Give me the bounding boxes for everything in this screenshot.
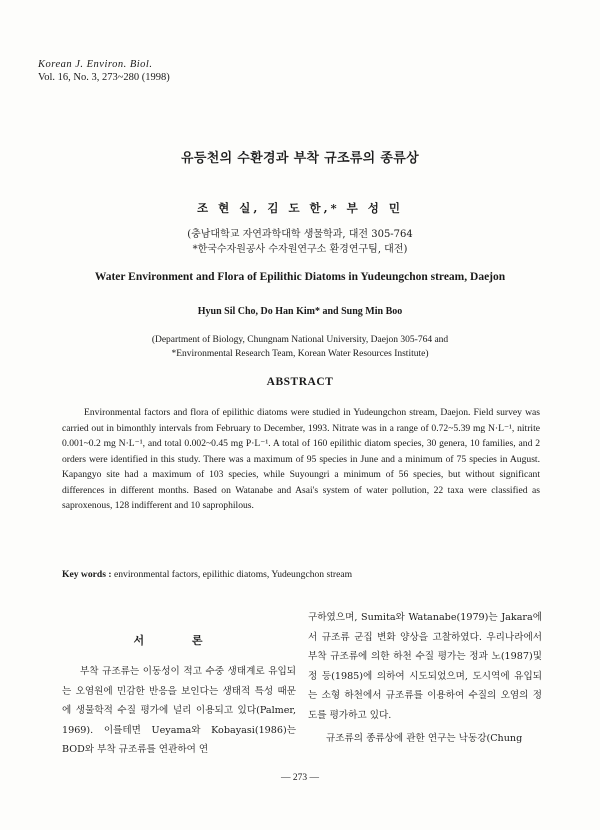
affiliation-english-line: *Environmental Research Team, Korean Water Resources Institute): [171, 349, 429, 359]
title-english: Water Environment and Flora of Epilithic Diatoms in Yudeungchon stream, Daejon: [94, 271, 506, 283]
journal-volume: Vol. 16, No. 3, 273~280 (1998): [38, 72, 170, 83]
authors-english: Hyun Sil Cho, Do Han Kim* and Sung Min Boo: [197, 306, 403, 317]
title-korean: 유등천의 수환경과 부착 규조류의 종류상: [181, 151, 419, 166]
body-paragraph: 구하였으며, Sumita와 Watanabe(1979)는 Jakara에서 규조류 군집 변화 양상을 고찰하였다. 우리나라에서 부착 규조류에 의한 하천 수질 평가는 정과 노(1987)및 정 등(1985)에 의하여 시도되었으며, 도시역에 유입되는 소형 하천에서 규조류를 이용하여 수질의 오염의 정도를 평가하고 있다.: [308, 612, 542, 721]
keywords-label: Key words :: [62, 569, 112, 580]
body-column-left: 부착 규조류는 이동성이 적고 수중 생태계로 유입되는 오염원에 민감한 반응을 보인다는 생태적 특성 때문에 생물학적 수질 평가에 널리 이용되고 있다(Palmer, 1969). 이를테면 Ueyama와 Kobayasi(1986)는 BOD와 부착 규조류를 연관하여 연: [62, 666, 296, 755]
page-number: — 273 —: [281, 773, 319, 783]
body-column-right: [308, 608, 542, 749]
authors-korean: 조 현 실, 김 도 한,* 부 성 민: [196, 201, 404, 215]
abstract-text: Environmental factors and flora of epilithic diatoms were studied in Yudeungchon stream, Daejon. Field survey was carried out in bimonthly intervals from February to December, 1993. Nitrate was in a range of 0.72~5.39 mg N·L⁻¹, nitrite 0.001~0.2 mg N·L⁻¹, and total 0.002~0.45 mg P·L⁻¹. A total of 160 epilithic diatom species, 30 genera, 10 families, and 2 orders were identified in this study. There was a maximum of 95 species in June and a minimum of 75 species in August. Kapangyo site had a maximum of 103 species, while Suyoungri a minimum of 56 species, but without significant differences in different months. Based on Watanabe and Asai's system of water pollution, 22 taxa were classified as saproxenous, 128 indifferent and 10 saprophilous.: [62, 407, 540, 511]
body-paragraph: 규조류의 종류상에 관한 연구는 낙동강(Chung: [326, 733, 523, 744]
abstract-heading: ABSTRACT: [266, 376, 334, 388]
journal-name: Korean J. Environ. Biol.: [38, 59, 153, 70]
section-heading-introduction: 서 론: [133, 634, 225, 647]
affiliation-english: [0, 333, 600, 361]
keywords-text: environmental factors, epilithic diatoms, Yudeungchon stream: [113, 569, 353, 580]
affiliation-korean-line: *한국수자원공사 수자원연구소 환경연구팀, 대전): [192, 244, 408, 255]
journal-citation: [38, 58, 170, 84]
affiliation-korean-line: (충남대학교 자연과학대학 생물학과, 대전 305-764: [187, 229, 413, 240]
affiliation-english-line: (Department of Biology, Chungnam National University, Daejon 305-764 and: [151, 335, 449, 345]
keywords: [62, 569, 540, 580]
affiliation-korean: [0, 227, 600, 257]
